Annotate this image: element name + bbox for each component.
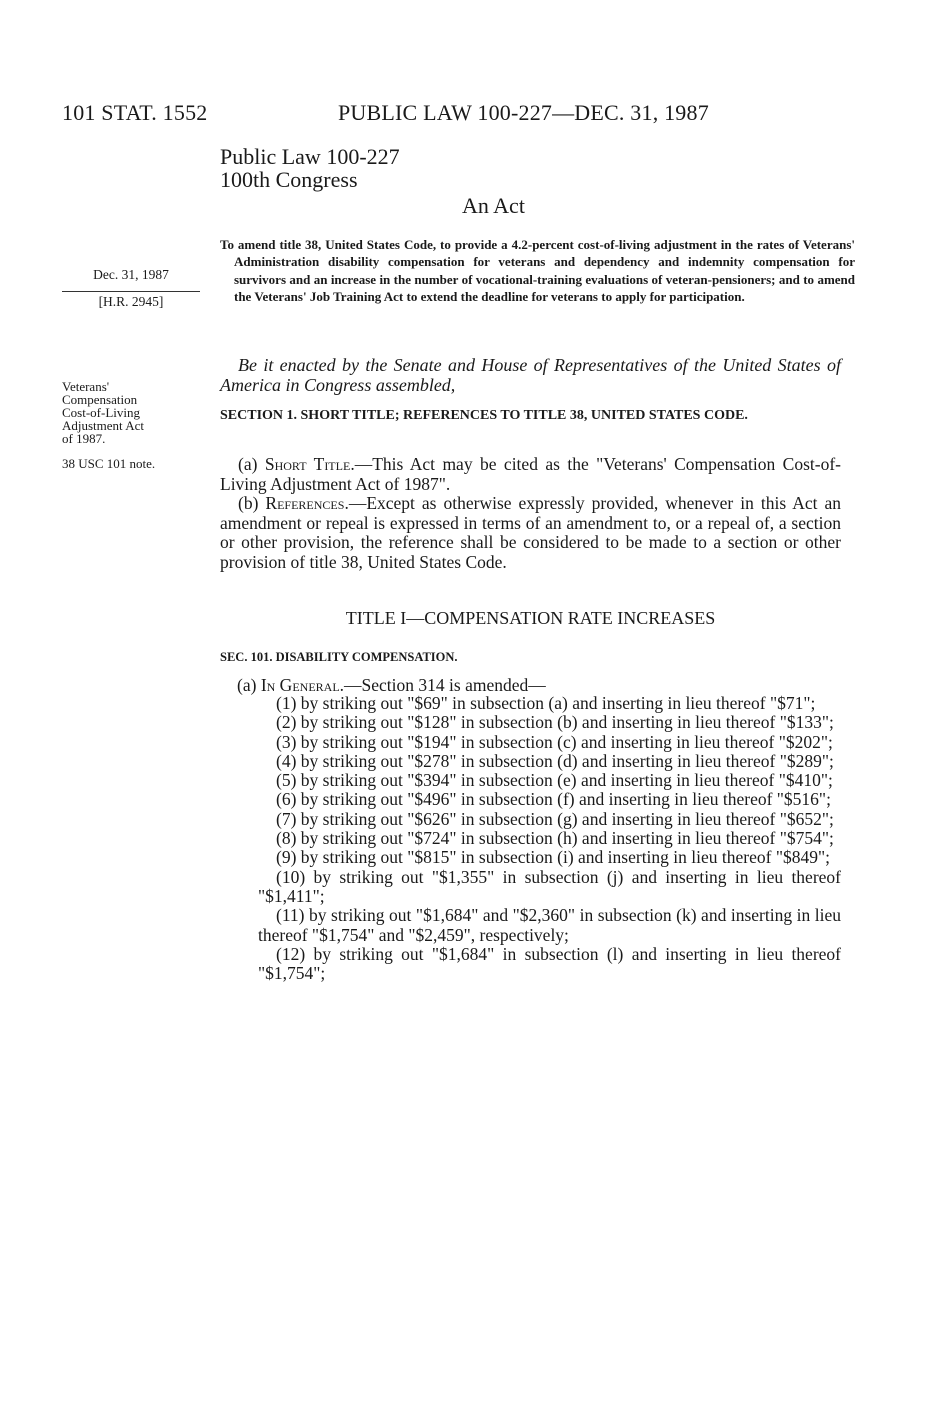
- paragraph-label: (a): [238, 454, 265, 474]
- purpose-statement: To amend title 38, United States Code, to provide a 4.2-percent cost-of-living adjustment in the rates of Veterans' Administration disability compensation for veterans and dependency and indemnity compensation for survivors and an increase in the number of vocational-training evaluations of veteran-pensioners; and to amend the Veterans' Job Training Act to extend the deadline for veterans to apply for participation.: [220, 237, 855, 305]
- margin-date: Dec. 31, 1987: [93, 267, 169, 282]
- paragraph-caption: In General: [260, 675, 340, 695]
- section-1-heading: SECTION 1. SHORT TITLE; REFERENCES TO TITLE 38, UNITED STATES CODE.: [220, 408, 748, 423]
- enacting-clause: Be it enacted by the Senate and House of Representatives of the United States of America in Congress assembled,: [220, 355, 841, 395]
- title-i-heading: TITLE I—COMPENSATION RATE INCREASES: [345, 608, 716, 628]
- paragraph-text: .—This Act may be cited as the "Veterans' Compensation Cost-of-Living Adjustment Act of 1987".: [220, 454, 841, 494]
- paragraph-text: .—Section 314 is amended—: [339, 675, 546, 695]
- list-item: (8) by striking out "$724" in subsection (h) and inserting in lieu thereof "$754";: [276, 828, 834, 849]
- amendment-list: [258, 694, 841, 983]
- margin-usc-note: 38 USC 101 note.: [62, 456, 156, 471]
- section-1-paragraph-b: [220, 494, 841, 572]
- stat-page-number: 101 STAT. 1552: [62, 100, 208, 125]
- margin-note-line: Adjustment Act: [62, 418, 144, 433]
- paragraph-caption: Short Title: [264, 454, 351, 474]
- paragraph-label: (a): [237, 675, 261, 695]
- list-item: (6) by striking out "$496" in subsection (f) and inserting in lieu thereof "$516";: [276, 789, 831, 810]
- list-item: (5) by striking out "$394" in subsection (e) and inserting in lieu thereof "$410";: [276, 770, 833, 791]
- paragraph-text: .—Except as otherwise expressly provided, whenever in this Act an amendment or repeal is expressed in terms of an amendment to, or a repeal of, a section or other provision, the reference shall be considered to be made to a section or other provision of title 38, United States Code.: [220, 493, 842, 572]
- list-item: (7) by striking out "$626" in subsection (g) and inserting in lieu thereof "$652";: [276, 808, 834, 829]
- list-item: (10) by striking out "$1,355" in subsection (j) and inserting in lieu thereof "$1,411";: [258, 866, 841, 906]
- list-item: (4) by striking out "$278" in subsection (d) and inserting in lieu thereof "$289";: [276, 750, 834, 771]
- margin-bill-number: [H.R. 2945]: [62, 291, 200, 309]
- section-101-heading: SEC. 101. DISABILITY COMPENSATION.: [220, 650, 458, 664]
- list-item: (12) by striking out "$1,684" in subsection (l) and inserting in lieu thereof "$1,754";: [258, 943, 841, 984]
- margin-note-line: Veterans': [62, 379, 110, 394]
- margin-short-title-note: [62, 380, 200, 445]
- paragraph-label: (b): [238, 493, 266, 513]
- running-head: PUBLIC LAW 100-227—DEC. 31, 1987: [338, 100, 709, 125]
- public-law-title: Public Law 100-227: [220, 144, 400, 169]
- congress-number: 100th Congress: [220, 167, 358, 192]
- section-1-paragraph-a: [220, 455, 841, 494]
- list-item: (2) by striking out "$128" in subsection (b) and inserting in lieu thereof "$133";: [276, 712, 834, 733]
- paragraph-caption: References: [265, 493, 345, 513]
- margin-note-line: Compensation: [62, 392, 138, 407]
- margin-note-line: of 1987.: [62, 431, 106, 446]
- list-item: (1) by striking out "$69" in subsection (a) and inserting in lieu thereof "$71";: [276, 693, 816, 713]
- list-item: (3) by striking out "$194" in subsection (c) and inserting in lieu thereof "$202";: [276, 731, 833, 752]
- list-item: (11) by striking out "$1,684" and "$2,360" in subsection (k) and inserting in lieu thereof "$1,754" and "$2,459", respectively;: [258, 905, 841, 945]
- act-heading: An Act: [462, 193, 525, 218]
- list-item: (9) by striking out "$815" in subsection (i) and inserting in lieu thereof "$849";: [276, 847, 830, 868]
- margin-note-line: Cost-of-Living: [62, 405, 140, 420]
